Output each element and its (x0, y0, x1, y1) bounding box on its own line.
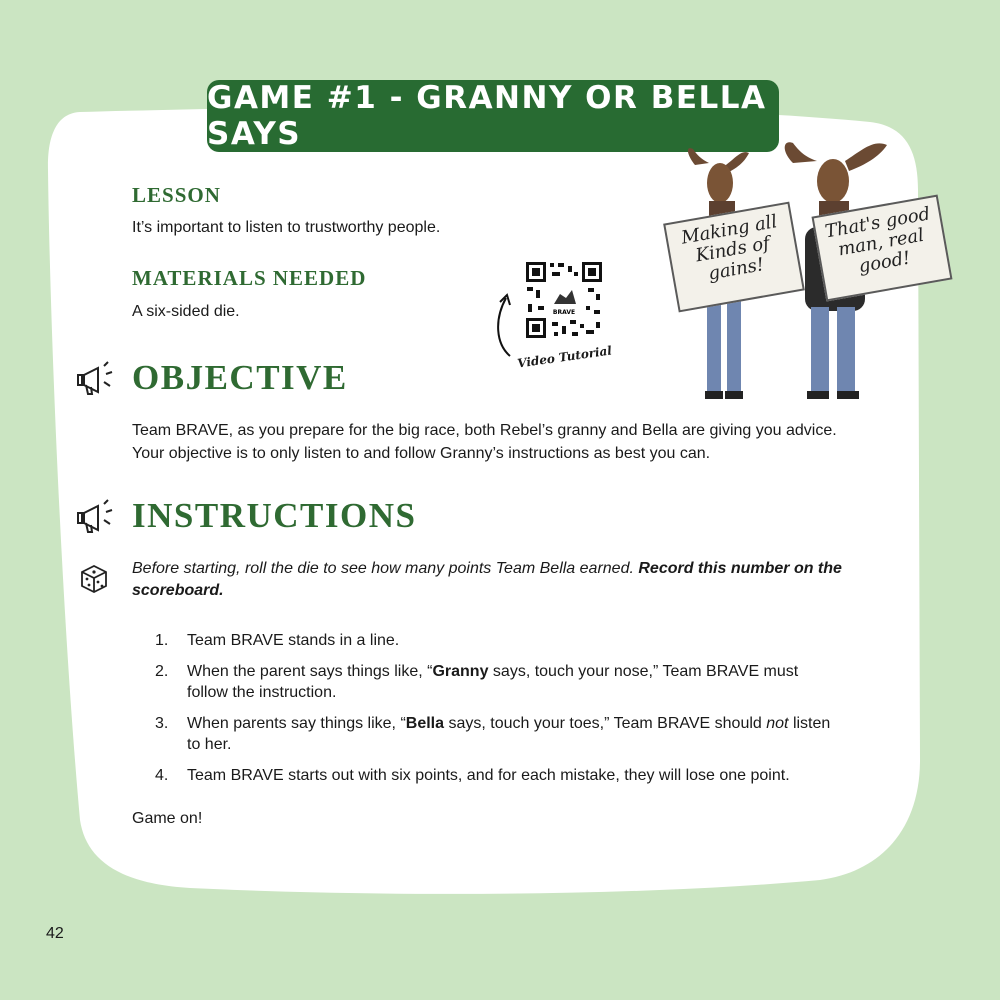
instructions-list (155, 630, 835, 796)
objective-text: Team BRAVE, as you prepare for the big race, both Rebel’s granny and Bella are giving you advice. Your objective is to only listen to and follow Granny’s instructions as best you can. (132, 422, 837, 462)
megaphone-icon (76, 498, 120, 538)
list-item (155, 661, 835, 703)
step-number: 4. (155, 767, 169, 784)
instructions-intro-emphasis: Record this number on the scoreboard. (132, 560, 842, 599)
closing-text: Game on! (132, 810, 203, 827)
qr-code[interactable] (524, 260, 604, 340)
objective-heading: OBJECTIVE (132, 358, 348, 397)
step-text: Team BRAVE stands in a line. (187, 632, 400, 649)
lesson-text: It’s important to listen to trustworthy people. (132, 219, 441, 236)
step-number: 1. (155, 632, 169, 649)
step-text: Team BRAVE starts out with six points, and for each mistake, they will lose one point. (187, 767, 790, 784)
list-item (155, 630, 835, 651)
instructions-intro (132, 558, 862, 602)
qr-brand-label: BRAVE (552, 309, 576, 316)
list-item (155, 765, 835, 786)
lesson-heading: LESSON (132, 183, 221, 207)
instructions-heading: INSTRUCTIONS (132, 496, 417, 535)
video-tutorial-caption: Video Tutorial (516, 343, 613, 371)
dice-icon (78, 562, 110, 594)
list-item (155, 713, 835, 755)
step-number: 2. (155, 663, 169, 680)
step-number: 3. (155, 715, 169, 732)
materials-heading: MATERIALS NEEDED (132, 266, 367, 290)
curved-arrow-icon (490, 290, 520, 360)
step-text: When the parent says things like, “Granny says, touch your nose,” Team BRAVE must follow the instruction. (187, 663, 799, 701)
page-number: 42 (46, 925, 64, 942)
step-text: When parents say things like, “Bella says, touch your toes,” Team BRAVE should not listen to her. (187, 715, 831, 753)
page-title: GAME #1 - GRANNY OR BELLA SAYS (207, 80, 767, 152)
megaphone-icon (76, 360, 120, 400)
left-moose-sign: Making all Kinds of gains! (663, 202, 805, 313)
instructions-intro-text: Before starting, roll the die to see how many points Team Bella earned. (132, 560, 639, 577)
right-moose-sign: That's good man, real good! (812, 195, 953, 302)
materials-text: A six-sided die. (132, 303, 240, 320)
